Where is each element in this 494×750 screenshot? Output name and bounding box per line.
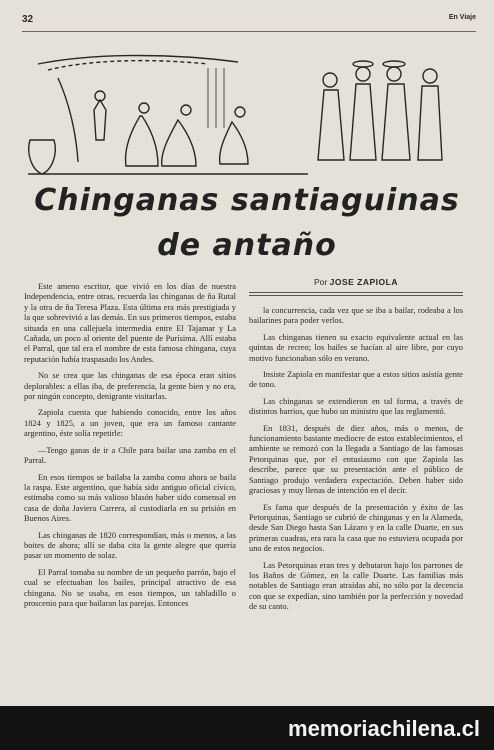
paragraph: Las chinganas tienen su exacto equivalente actual en las quintas de recreo; los bailes se hacían al aire libre, por cuyo motivo funcionaban sólo en verano. <box>249 332 463 363</box>
byline-rule-bottom <box>249 295 463 296</box>
byline-author: JOSE ZAPIOLA <box>329 277 398 287</box>
paragraph: Las chinganas se extendieron en tal forma, a través de distintos barrios, que hubo un ministro que las reglamentó. <box>249 396 463 417</box>
article-title-line2: de antaño <box>157 228 337 263</box>
watermark-bar <box>0 706 494 750</box>
header-rule <box>22 31 476 32</box>
paragraph: Insiste Zapiola en manifestar que a estos sitios asistía gente de tono. <box>249 370 463 390</box>
paragraph: la concurrencia, cada vez que se iba a bailar, rodeaba a los bailarines para poder verlos. <box>249 306 463 326</box>
paragraph: Este ameno escritor, que vivió en los días de nuestra Independencia, entre otras, recuerda las chinganas de ña Rutal y la otra de ña Teresa Plaza. Esta última era más prestigiada y la que sobrevivió a las demás. En sus primeros tiempos, estaba situada en una callejuela intermedia entre El Tajamar y La Cañada, un poco al oriente del puente de Purísima. Allí estaba el Parral, que tal era el nombre de esta famosa chingana, cuya reputación había traspasado los Andes. <box>24 282 236 364</box>
paragraph: El Parral tomaba su nombre de un pequeño parrón, bajo el cual se efectuaban los bailes, principal atractivo de esa chingana. No se usaba, en esos tiempos, un tabladillo o proscenio para que bailaran las parejas. Entonces <box>24 567 236 608</box>
paragraph: En 1831, después de diez años, más o menos, de funcionamiento bastante mediocre de estos establecimientos, el ambiente se remozó con la llegada a Santiago de las famosas Petorquinas que, por el entusiasmo con que Zapiola las describe, parece que su presentación ante el público de Santiago produjo verdadera expectación. Deben haber sido graciosas y muy llenas de intención en el decir. <box>249 423 463 496</box>
paragraph: No se crea que las chinganas de esa época eran sitios deplorables: a ellas iba, de preferencia, la gente bien y no era, por ningún concepto, denigrante visitarlas. <box>24 371 236 402</box>
paragraph: Zapiola cuenta que habiendo conocido, entre los años 1824 y 1825, a un joven, que era un famoso cantante argentino, éste solía repetirle: <box>24 408 236 439</box>
byline-rule-top <box>249 292 463 293</box>
paragraph: En esos tiempos se bailaba la zamba como ahora se baila la raspa. Este argentino, que había sido antiguo oficial cívico, estimaba como su más valioso blasón haber sido comensal en casa de doña Javiera Carrera, al custodiarla en su prisión en Buenos Aires. <box>24 472 236 524</box>
paragraph: Es fama que después de la presentación y éxito de las Petorquinas, Santiago se cubrió de chinganas y en la Alameda, desde San Diego hasta San Lázaro y en la calle Duarte, en sus primeras cuadras, era rara la casa que no estuviera ocupada por uno de estos negocios. <box>249 502 463 554</box>
chingana-dance-illustration <box>28 50 466 180</box>
paragraph: Las chinganas de 1820 correspondían, más o menos, a las boites de ahora; allí se daba cita la gente alegre que quería pasar un momento de solaz. <box>24 530 236 561</box>
byline <box>249 277 463 287</box>
left-column <box>24 282 236 615</box>
paragraph: Las Petorquinas eran tres y debutaron bajo los parrones de los Baños de Gómez, en la calle Duarte. Las familias más notables de Santiago eran atraídas ahí, no sólo por la decencia con que se expedían, sino también por la perfección y novedad de su canto. <box>249 560 463 612</box>
paragraph: —Tengo ganas de ir a Chile para bailar una zamba en el Parral. <box>24 445 236 466</box>
byline-prefix: Por <box>314 277 328 287</box>
site-watermark[interactable]: memoriachilena.cl <box>288 716 480 741</box>
article-title-line1: Chinganas santiaguinas <box>34 183 460 218</box>
magazine-name: En Viaje <box>448 14 476 21</box>
page-number: 32 <box>22 14 34 25</box>
page-header <box>22 14 476 30</box>
right-column <box>249 306 463 619</box>
